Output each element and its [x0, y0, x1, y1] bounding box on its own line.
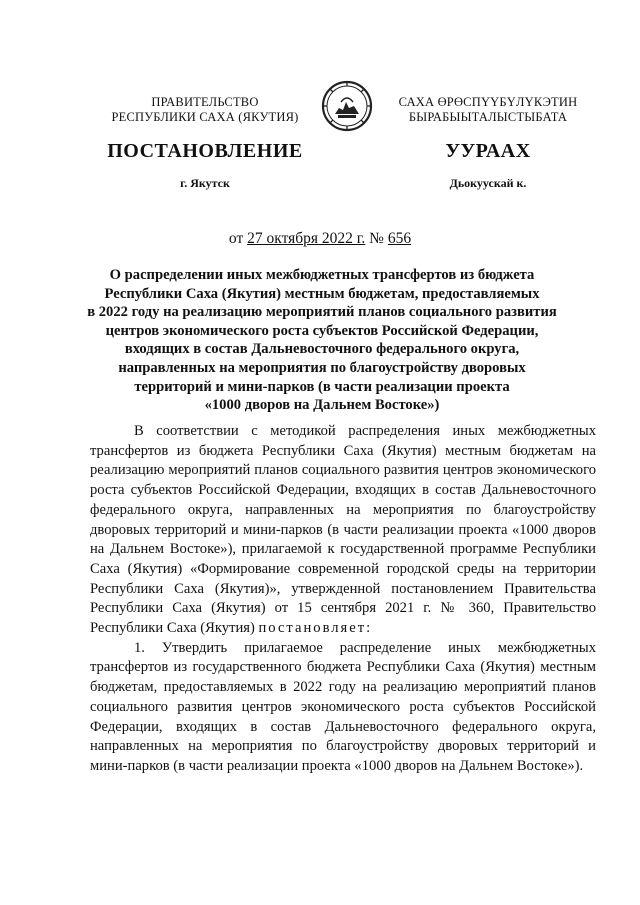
- title-line: в 2022 году на реализацию мероприятий планов социального развития: [87, 304, 557, 321]
- title-line: центров экономического роста субъектов Российской Федерации,: [105, 322, 539, 339]
- issuer-sah-line2: БЫРАБЫЫТАЛЫСТЫБАТА: [408, 110, 568, 124]
- title-line: «1000 дворов на Дальнем Востоке»): [204, 397, 440, 414]
- issuer-sah: [372, 95, 604, 125]
- document-number: 656: [387, 230, 412, 247]
- issuer-sah-line1: САХА ӨРӨСПҮҮБҮЛҮКЭТИН: [398, 95, 578, 109]
- document-title: [80, 266, 564, 415]
- issuer-ru: [90, 95, 320, 125]
- date-prefix: от: [228, 230, 248, 247]
- issuer-ru-line1: ПРАВИТЕЛЬСТВО: [151, 95, 259, 109]
- issuer-ru-line2: РЕСПУБЛИКИ САХА (ЯКУТИЯ): [111, 110, 299, 124]
- number-prefix: №: [365, 230, 388, 247]
- preamble-text: В соответствии с методикой распределения иных межбюджетных трансфертов из бюджета Республики Саха (Якутия) местным бюджетам на реализацию мероприятий планов социального развития центров экономического роста субъектов Российской Федерации, входящих в состав Дальневосточного федерального округа, направленных на мероприятия по благоустройству дворовых территорий и мини-парков (в части реализации проекта «1000 дворов на Дальнем Востоке»), прилагаемой к государственной программе Республики Саха (Якутия) «Формирование современной городской среды на территории Республики Саха (Якутия)», утвержденной постановлением Правительства Республики Саха (Якутия) от 15 сентября 2021 г. № 360, Правительство Республики Саха (Якутия): [90, 423, 596, 637]
- document-date: 27 октября 2022 г.: [247, 230, 366, 247]
- document-body: [90, 422, 596, 777]
- title-line: Республики Саха (Якутия) местным бюджетам, предоставляемых: [104, 285, 540, 302]
- city-sah: Дьокуускай к.: [449, 176, 527, 190]
- coat-of-arms-icon: [321, 80, 373, 132]
- doc-kind-sah: УУРААХ: [445, 140, 531, 162]
- title-line: направленных на мероприятия по благоустройству дворовых: [118, 359, 526, 376]
- title-line: О распределении иных межбюджетных трансфертов из бюджета: [109, 267, 535, 283]
- title-line: территорий и мини-парков (в части реализации проекта: [134, 378, 510, 395]
- decree-word: постановляет:: [258, 620, 373, 637]
- title-line: входящих в состав Дальневосточного федерального округа,: [124, 341, 520, 358]
- city-ru: г. Якутск: [180, 176, 230, 190]
- doc-kind-ru: ПОСТАНОВЛЕНИЕ: [107, 140, 303, 162]
- preamble-paragraph: [90, 422, 596, 639]
- date-number-line: [0, 230, 640, 248]
- clause-1-paragraph: 1. Утвердить прилагаемое распределение иных межбюджетных трансфертов из государственного бюджета Республики Саха (Якутия) местным бюджетам, предоставляемых в 2022 году на реализацию мероприятий планов социального развития центров экономического роста субъектов Российской Федерации, входящих в состав Дальневосточного федерального округа, направленных на мероприятия по благоустройству дворовых территорий и мини-парков (в части реализации проекта «1000 дворов на Дальнем Востоке»).: [90, 639, 596, 774]
